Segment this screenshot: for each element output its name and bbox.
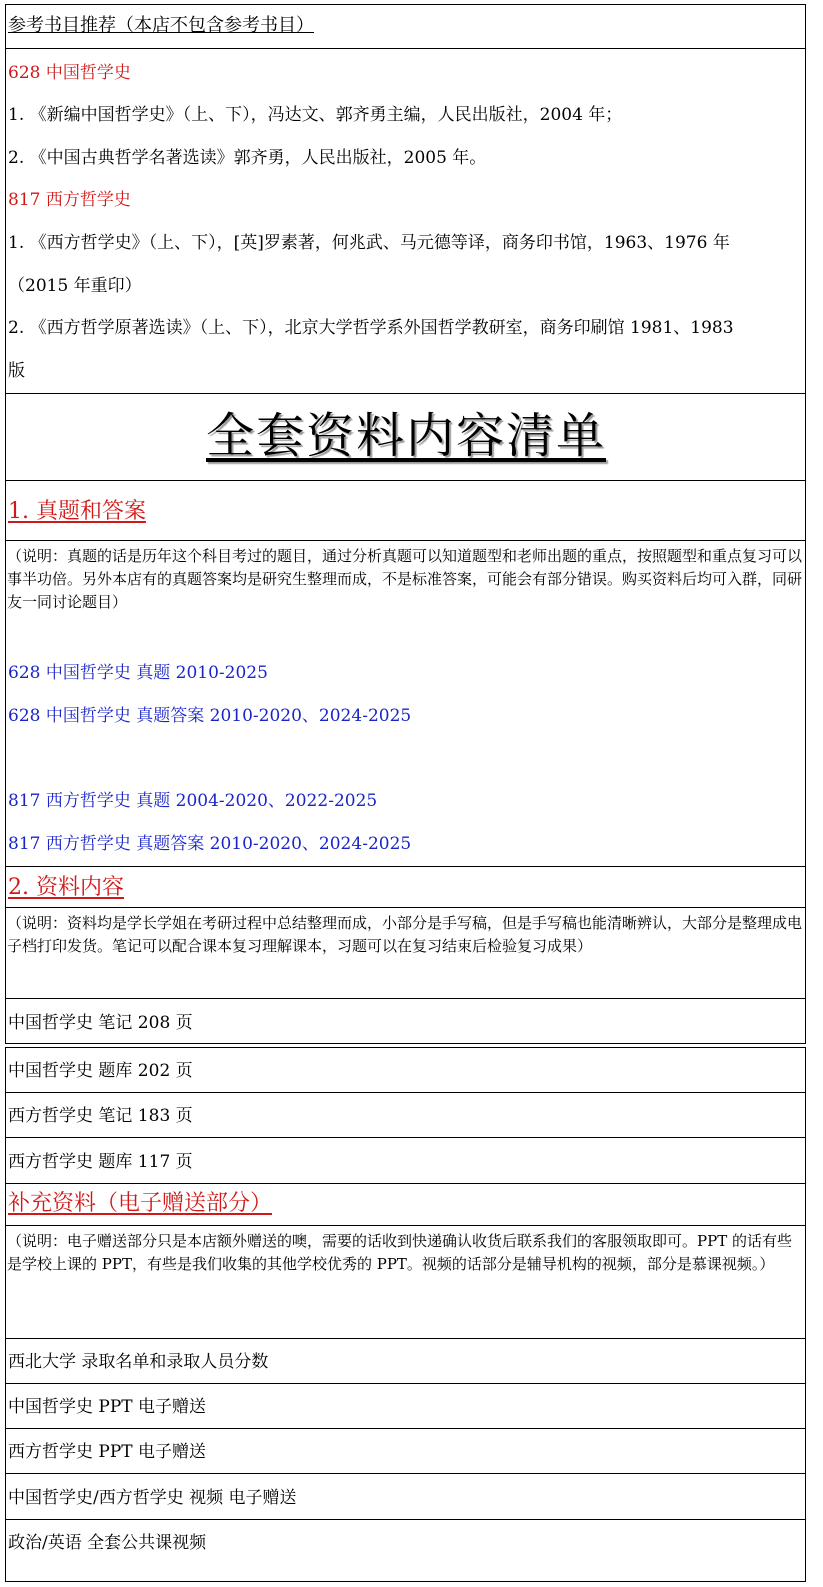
exam-item: 628 中国哲学史 真题 2010-2025	[8, 663, 268, 683]
book-item: 1. 《西方哲学史》（上、下），[英]罗素著，何兆武、马元德等译，商务印书馆，1963、1976 年	[8, 233, 730, 253]
references-heading: 参考书目推荐（本店不包含参考书目）	[8, 15, 314, 36]
divider	[5, 1047, 806, 1048]
divider	[5, 480, 806, 481]
subject-title-817: 817 西方哲学史	[8, 190, 131, 210]
section2-title: 2. 资料内容	[8, 875, 124, 900]
book-item: （2015 年重印）	[8, 276, 142, 296]
book-item: 2. 《西方哲学原著选读》（上、下），北京大学哲学系外国哲学教研室，商务印刷馆 1981、1983	[8, 318, 734, 338]
section1-note: （说明：真题的话是历年这个科目考过的题目，通过分析真题可以知道题型和老师出题的重点，按照题型和重点复习可以事半功倍。另外本店有的真题答案均是研究生整理而成，不是标准答案，可能会有部分错误。购买资料后均可入群，同研友一同讨论题目）	[7, 547, 803, 611]
divider	[5, 866, 806, 867]
divider	[5, 1473, 806, 1474]
material-row: 中国哲学史 题库 202 页	[8, 1061, 193, 1081]
divider	[5, 1092, 806, 1093]
divider	[5, 998, 806, 999]
divider	[5, 393, 806, 394]
exam-item: 817 西方哲学史 真题 2004-2020、2022-2025	[8, 791, 378, 811]
bonus-row: 中国哲学史 PPT 电子赠送	[8, 1397, 207, 1417]
divider	[5, 1225, 806, 1226]
divider	[5, 1519, 806, 1520]
subject-title-628: 628 中国哲学史	[8, 63, 131, 83]
divider	[5, 540, 806, 541]
material-row: 中国哲学史 笔记 208 页	[8, 1013, 193, 1033]
book-item: 2. 《中国古典哲学名著选读》郭齐勇，人民出版社，2005 年。	[8, 148, 487, 168]
divider	[5, 1137, 806, 1138]
exam-item: 628 中国哲学史 真题答案 2010-2020、2024-2025	[8, 706, 412, 726]
book-item: 1. 《新编中国哲学史》（上、下），冯达文、郭齐勇主编，人民出版社，2004 年；	[8, 105, 623, 125]
section3-title: 补充资料（电子赠送部分）	[8, 1191, 273, 1216]
divider	[5, 1383, 806, 1384]
divider	[5, 1183, 806, 1184]
bonus-row: 西方哲学史 PPT 电子赠送	[8, 1442, 207, 1462]
exam-item: 817 西方哲学史 真题答案 2010-2020、2024-2025	[8, 834, 412, 854]
divider	[5, 48, 806, 49]
bonus-row: 西北大学 录取名单和录取人员分数	[8, 1352, 269, 1372]
material-row: 西方哲学史 笔记 183 页	[8, 1106, 193, 1126]
section1-title: 1. 真题和答案	[8, 499, 146, 524]
bonus-row: 中国哲学史/西方哲学史 视频 电子赠送	[8, 1488, 297, 1508]
divider	[5, 907, 806, 908]
main-title: 全套资料内容清单	[205, 408, 606, 464]
section3-note: （说明：电子赠送部分只是本店额外赠送的噢，需要的话收到快递确认收货后联系我们的客服领取即可。PPT 的话有些是学校上课的 PPT，有些是我们收集的其他学校优秀的 PPT。视频的话部分是辅导机构的视频，部分是慕课视频。）	[7, 1232, 792, 1273]
bonus-row: 政治/英语 全套公共课视频	[8, 1533, 207, 1553]
book-item: 版	[8, 361, 25, 381]
material-row: 西方哲学史 题库 117 页	[8, 1152, 193, 1172]
divider	[5, 1428, 806, 1429]
divider	[5, 1338, 806, 1339]
section2-note: （说明：资料均是学长学姐在考研过程中总结整理而成，小部分是手写稿，但是手写稿也能清晰辨认，大部分是整理成电子档打印发货。笔记可以配合课本复习理解课本，习题可以在复习结束后检验复习成果）	[7, 914, 803, 955]
